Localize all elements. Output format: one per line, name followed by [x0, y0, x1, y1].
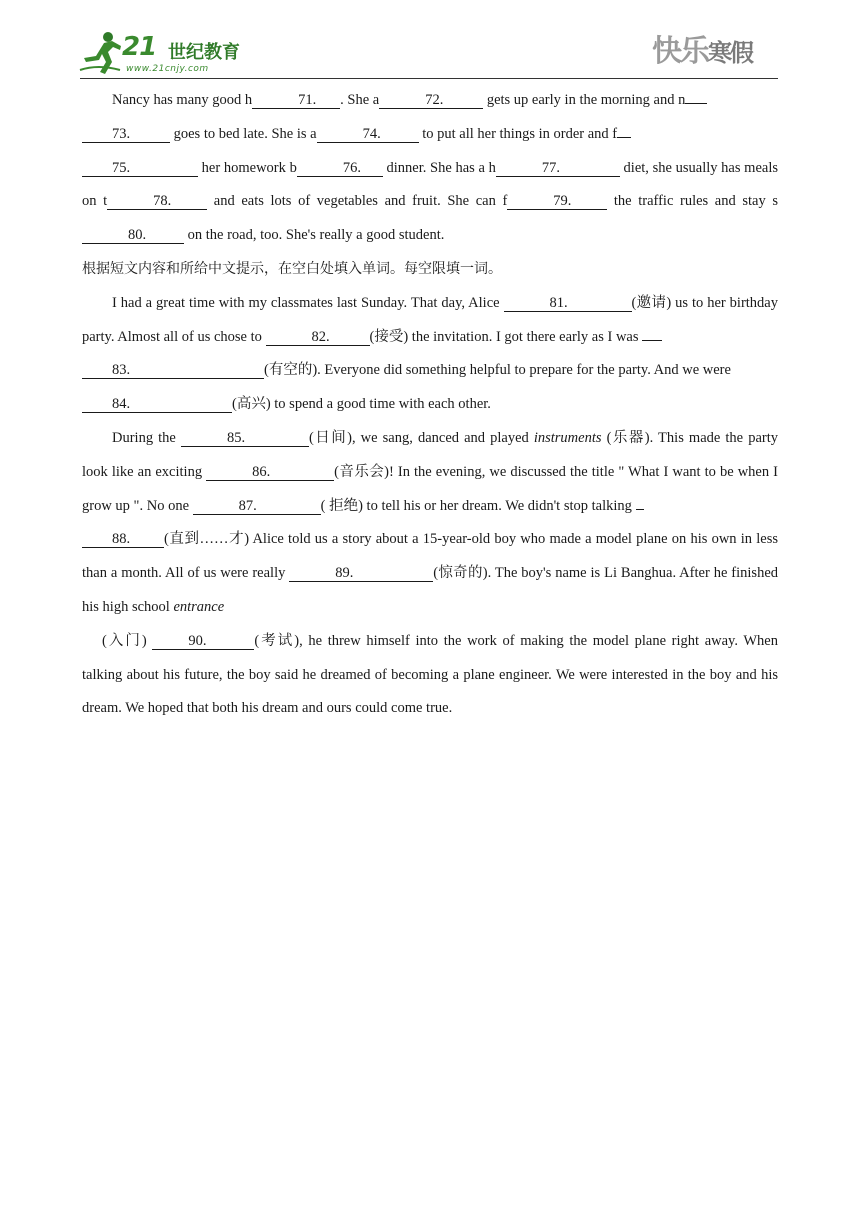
blank-89[interactable]: 89. — [289, 565, 433, 582]
blank-85[interactable]: 85. — [181, 430, 309, 447]
text: to put all her things in order and f — [418, 125, 618, 142]
blank-79[interactable]: 79. — [507, 193, 607, 210]
blank-71[interactable]: 71. — [252, 92, 340, 109]
blank-75[interactable]: 75. — [82, 160, 198, 177]
blank-81[interactable]: 81. — [504, 295, 632, 312]
text: (音乐会)! In the evening, we discussed the title " What I want to be when I grow up ". No one — [82, 463, 778, 514]
blank-74[interactable]: 74. — [317, 126, 419, 143]
text: her homework b — [198, 159, 297, 176]
header-divider — [80, 78, 778, 79]
blank-76[interactable]: 76. — [297, 160, 383, 177]
text: (考试), he threw himself into the work of making the model plane right away. When talking about his future, the boy said he dreamed of becoming a plane engineer. We were interested in the boy and his dream. We hoped that both his dream and ours could come true. — [82, 632, 778, 717]
text: ( 拒绝) to tell his or her dream. We didn't stop talking — [320, 497, 636, 514]
blank-84[interactable]: 84. — [82, 396, 232, 413]
text: goes to bed late. She is a — [170, 125, 317, 142]
text: dinner. She has a h — [382, 159, 496, 176]
passage-2-para-2 — [82, 422, 778, 625]
blank-lead — [617, 137, 631, 138]
passage-2-para-3 — [82, 625, 778, 726]
blank-77[interactable]: 77. — [496, 160, 620, 177]
blank-87[interactable]: 87. — [193, 498, 321, 515]
passage-2-para-1 — [82, 287, 778, 422]
text: (直到……才) Alice told us a story about a 15-year-old boy who made a model plane on his own in less than a month. All of us were really — [82, 531, 778, 582]
text-italic: entrance — [173, 598, 225, 615]
text: (入门) — [102, 632, 153, 649]
blank-72[interactable]: 72. — [379, 92, 483, 109]
text: on the road, too. She's really a good student. — [184, 227, 445, 244]
21cnjy-logo — [78, 30, 248, 78]
text: (日间), we sang, danced and played — [308, 429, 534, 446]
text-italic: instruments — [533, 429, 602, 446]
blank-86[interactable]: 86. — [206, 464, 334, 481]
text: (有空的). Everyone did something helpful to prepare for the party. And we were — [264, 362, 731, 379]
text: . She a — [340, 92, 380, 108]
runner-icon — [78, 30, 122, 76]
text: Nancy has many good h — [112, 92, 253, 108]
blank-90[interactable]: 90. — [152, 633, 254, 650]
passage-1 — [82, 84, 778, 253]
text: gets up early in the morning and n — [483, 92, 686, 108]
text: the traffic rules and stay s — [607, 193, 778, 210]
blank-88[interactable]: 88. — [82, 531, 164, 548]
text: (乐器). This made the party look like an exciting — [82, 429, 778, 480]
instruction: 根据短文内容和所给中文提示，在空白处填入单词。每空限填一词。 — [82, 261, 502, 277]
winter-logo-main: 快乐 — [652, 34, 708, 69]
text: (邀请) us to her birthday party. Almost all of us chose to — [82, 294, 778, 345]
logo-url: www.21cnjy.com — [126, 64, 209, 74]
text: (接受) the invitation. I got there early as I was — [369, 328, 643, 345]
winter-break-logo — [652, 26, 752, 70]
blank-78[interactable]: 78. — [107, 193, 207, 210]
text: and eats lots of vegetables and fruit. She can f — [207, 193, 508, 210]
blank-73[interactable]: 73. — [82, 126, 170, 143]
blank-lead — [636, 509, 644, 510]
text: I had a great time with my classmates last Sunday. That day, Alice — [112, 294, 504, 311]
winter-logo-small: 寒假 — [708, 39, 752, 67]
blank-80[interactable]: 80. — [82, 227, 184, 244]
text: diet, she usually has meals on t — [82, 159, 779, 210]
text: (惊奇的). The boy's name is Li Banghua. After he finished his high school — [82, 565, 779, 615]
blank-lead — [685, 103, 707, 104]
logo-number: 21 — [122, 32, 157, 62]
blank-83[interactable]: 83. — [82, 362, 264, 379]
logo-text: 世纪教育 — [168, 42, 240, 63]
blank-lead — [642, 340, 662, 341]
text: During the — [112, 429, 181, 446]
text: (高兴) to spend a good time with each other. — [232, 396, 491, 413]
page-header — [0, 0, 860, 82]
document-body — [82, 84, 778, 726]
blank-82[interactable]: 82. — [266, 329, 370, 346]
